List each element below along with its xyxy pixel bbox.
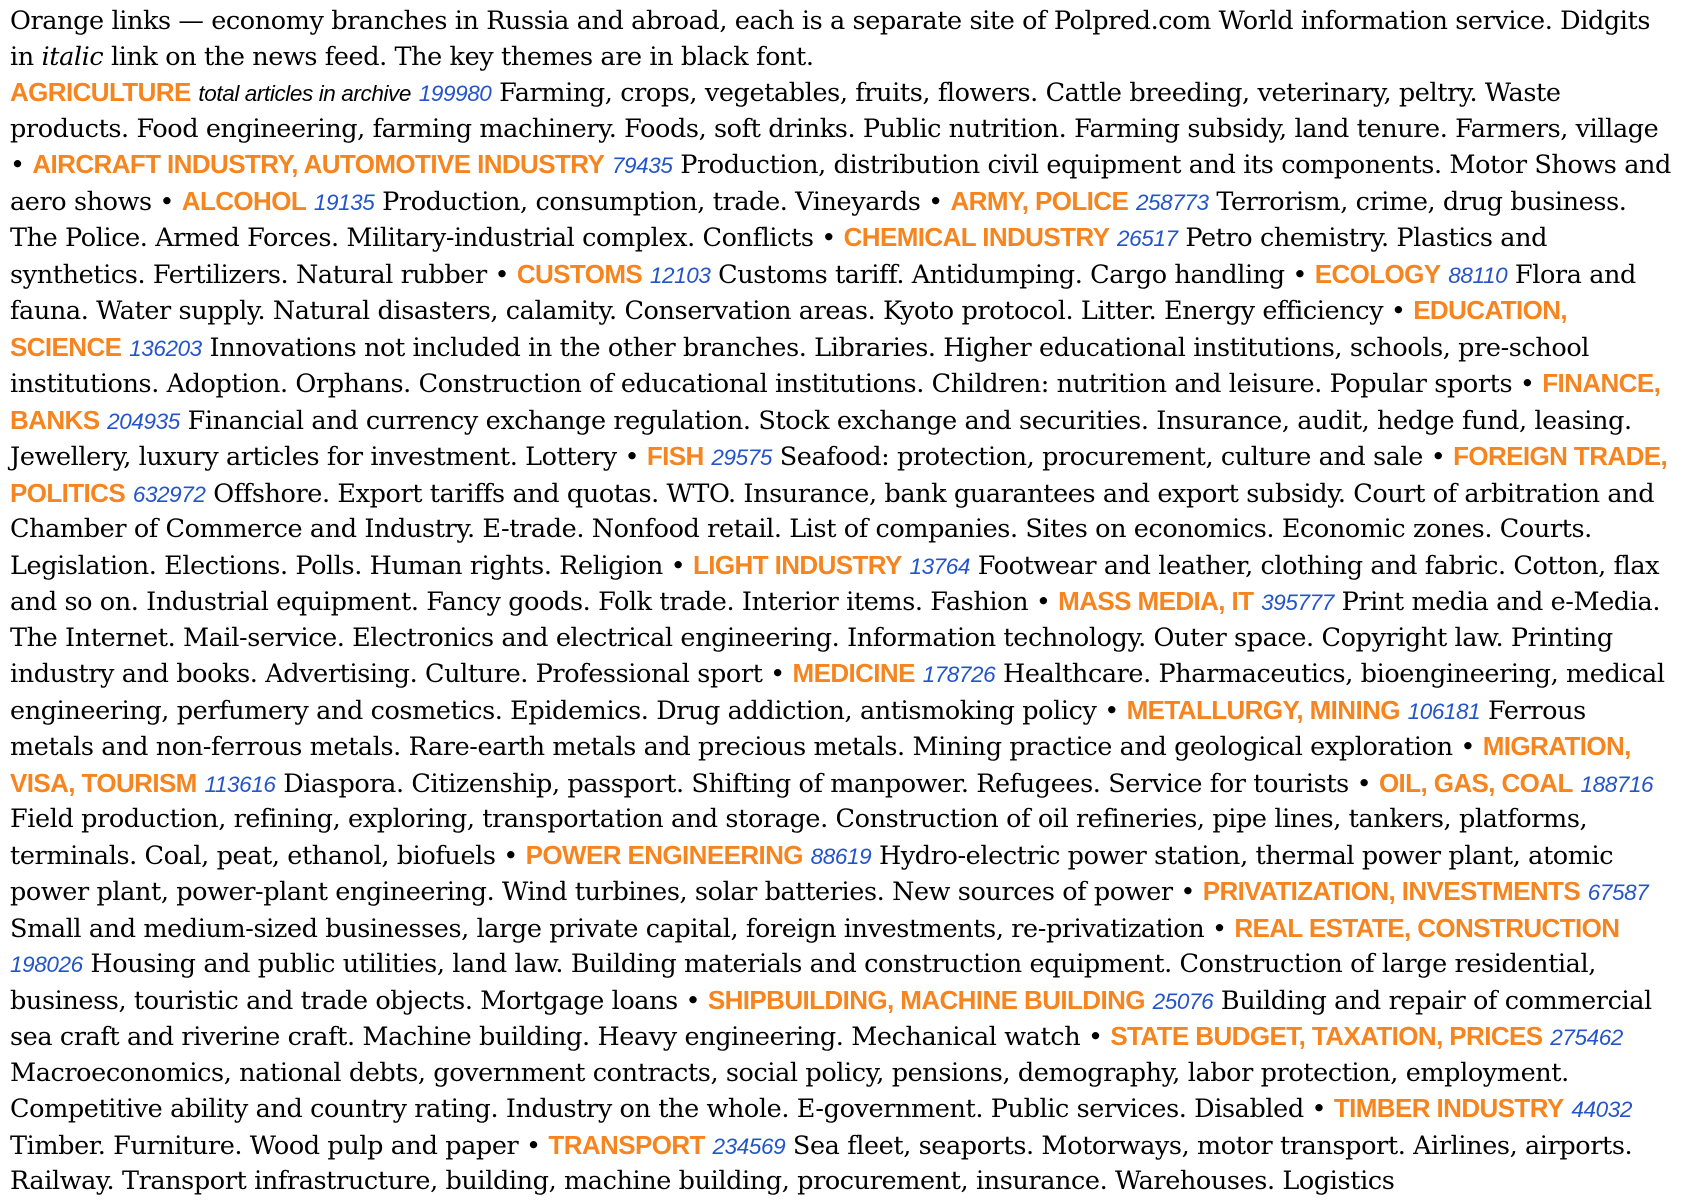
branch-description-fish: Seafood: protection, procurement, culture and sale — [779, 442, 1423, 472]
bullet-separator: • — [151, 186, 182, 217]
bullet-separator: • — [920, 186, 951, 217]
article-count-link-chemical-industry[interactable]: 26517 — [1117, 226, 1178, 251]
article-count-link-medicine[interactable]: 178726 — [922, 662, 996, 687]
article-count-link-real-estate-construction[interactable]: 198026 — [10, 952, 83, 977]
bullet-separator: • — [813, 223, 844, 253]
article-count-link-finance-banks[interactable]: 204935 — [107, 408, 180, 434]
intro-italic-word: italic — [41, 41, 104, 72]
branch-description-real-estate-construction: Housing and public utilities, land law. Building materials and construction equipment. Construction of large residential, business, touristic and trade objects. Mortgage loans — [10, 949, 1596, 1016]
branch-link-agriculture[interactable]: AGRICULTURE — [10, 77, 191, 107]
archive-total-label: total articles in archive — [198, 81, 412, 106]
branch-description-privatization-investments: Small and medium-sized businesses, large private capital, foreign investments, re-privatization — [10, 913, 1205, 944]
article-count-link-agriculture[interactable]: 199980 — [418, 81, 492, 106]
branch-description-chemical-industry: Petro chemistry. Plastics and synthetics. Fertilizers. Natural rubber — [10, 223, 1548, 290]
bullet-separator: • — [1172, 877, 1203, 907]
branch-link-real-estate-construction[interactable]: REAL ESTATE, CONSTRUCTION — [1234, 912, 1620, 943]
branch-description-agriculture: Farming, crops, vegetables, fruits, flowers. Cattle breeding, veterinary, peltry. Waste products. Food engineering, farming machinery. Foods, soft drinks. Public nutrition. Farming subsidy, land tenure. Farmers, village — [10, 78, 1659, 144]
branch-description-finance-banks: Financial and currency exchange regulation. Stock exchange and securities. Insurance, audit, hedge fund, leasing. Jewellery, luxury articles for investment. Lottery — [10, 405, 1632, 472]
branch-link-foreign-trade-politics[interactable]: FOREIGN TRADE, POLITICS — [10, 441, 1668, 508]
branch-description-metallurgy-mining: Ferrous metals and non-ferrous metals. Rare-earth metals and precious metals. Mining practice and geological exploration — [10, 695, 1586, 762]
article-count-link-metallurgy-mining[interactable]: 106181 — [1407, 698, 1481, 724]
bullet-separator: • — [1080, 1022, 1111, 1052]
branch-description-ecology: Flora and fauna. Water supply. Natural disasters, calamity. Conservation areas. Kyoto protocol. Litter. Energy efficiency — [10, 259, 1636, 326]
branch-description-aircraft-industry-automotive-industry: Production, distribution civil equipment and its components. Motor Shows and aero shows — [10, 150, 1671, 217]
branch-link-light-industry[interactable]: LIGHT INDUSTRY — [692, 549, 902, 580]
article-count-link-customs[interactable]: 12103 — [649, 262, 711, 288]
bullet-separator: • — [486, 259, 517, 290]
bullet-separator: • — [1096, 695, 1127, 726]
article-count-link-oil-gas-coal[interactable]: 188716 — [1580, 771, 1654, 797]
branch-link-transport[interactable]: TRANSPORT — [548, 1129, 705, 1160]
article-count-link-state-budget-taxation-prices[interactable]: 275462 — [1550, 1025, 1623, 1050]
bullet-separator: • — [10, 150, 33, 180]
branch-link-education-science[interactable]: EDUCATION, SCIENCE — [10, 295, 1568, 362]
branch-description-mass-media-it: Print media and e-Media. The Internet. Mail-service. Electronics and electrical engineering. Information technology. Outer space. Copyright law. Printing industry and books. Advertising. Culture. Professional sport — [10, 587, 1661, 689]
bullet-separator: • — [677, 985, 708, 1016]
branch-link-fish[interactable]: FISH — [646, 441, 704, 471]
bullet-separator: • — [518, 1130, 549, 1161]
bullet-separator: • — [1348, 768, 1379, 799]
branch-link-oil-gas-coal[interactable]: OIL, GAS, COAL — [1378, 767, 1573, 798]
bullet-separator: • — [1383, 296, 1414, 326]
bullet-separator: • — [1423, 442, 1454, 472]
branch-description-oil-gas-coal: Field production, refining, exploring, transportation and storage. Construction of oil refineries, pipe lines, tankers, platforms, terminals. Coal, peat, ethanol, biofuels — [10, 804, 1588, 871]
article-count-link-aircraft-industry-automotive-industry[interactable]: 79435 — [611, 153, 673, 178]
article-count-link-timber-industry[interactable]: 44032 — [1571, 1097, 1632, 1122]
branch-description-migration-visa-tourism: Diaspora. Citizenship, passport. Shifting of manpower. Refugees. Service for tourists — [283, 768, 1349, 799]
article-count-link-power-engineering[interactable]: 88619 — [810, 843, 872, 869]
branch-link-medicine[interactable]: MEDICINE — [792, 658, 915, 688]
branch-description-education-science: Innovations not included in the other branches. Libraries. Higher educational institutions, schools, pre-school institutions. Adoption. Orphans. Construction of educational institutions. Children: nutrition and leisure. Popular sports — [10, 332, 1590, 399]
bullet-separator: • — [1512, 369, 1543, 399]
branch-description-timber-industry: Timber. Furniture. Wood pulp and paper — [10, 1130, 519, 1161]
bullet-separator: • — [616, 442, 647, 472]
branch-link-alcohol[interactable]: ALCOHOL — [181, 185, 307, 216]
article-count-link-shipbuilding-machine-building[interactable]: 25076 — [1152, 988, 1214, 1014]
bullet-separator: • — [1028, 587, 1059, 617]
bullet-separator: • — [1452, 732, 1483, 762]
article-count-link-migration-visa-tourism[interactable]: 113616 — [204, 771, 276, 797]
article-count-link-foreign-trade-politics[interactable]: 632972 — [132, 481, 206, 507]
article-count-link-light-industry[interactable]: 13764 — [909, 553, 971, 579]
branch-link-timber-industry[interactable]: TIMBER INDUSTRY — [1333, 1093, 1564, 1123]
intro-text-part1: Orange links — economy branches in Russia and abroad, each is a separate site of Polpred.com World information service. Didgits in — [10, 6, 1651, 72]
branch-link-finance-banks[interactable]: FINANCE, BANKS — [10, 368, 1661, 435]
branch-description-power-engineering: Hydro-electric power station, thermal power plant, atomic power plant, power-plant engineering. Wind turbines, solar batteries. New sources of power — [10, 840, 1614, 907]
branch-link-customs[interactable]: CUSTOMS — [516, 258, 643, 289]
intro-paragraph — [10, 4, 1672, 75]
article-count-link-army-police[interactable]: 258773 — [1135, 189, 1209, 215]
branches-paragraph — [10, 75, 1672, 1200]
branch-link-privatization-investments[interactable]: PRIVATIZATION, INVESTMENTS — [1202, 876, 1581, 906]
article-count-link-fish[interactable]: 29575 — [711, 445, 772, 470]
article-count-link-mass-media-it[interactable]: 395777 — [1261, 590, 1334, 615]
bullet-separator: • — [762, 659, 793, 689]
branch-description-shipbuilding-machine-building: Building and repair of commercial sea craft and riverine craft. Machine building. Heavy engineering. Mechanical watch — [10, 985, 1652, 1052]
branch-description-foreign-trade-politics: Offshore. Export tariffs and quotas. WTO. Insurance, bank guarantees and export subsidy. Court of arbitration and Chamber of Commerce and Industry. E-trade. Nonfood retail. List of companies. Sites on economics. Economic zones. Courts. Legislation. Elections. Polls. Human rights. Religion — [10, 478, 1655, 581]
branch-link-aircraft-industry-automotive-industry[interactable]: AIRCRAFT INDUSTRY, AUTOMOTIVE INDUSTRY — [32, 149, 605, 179]
article-count-link-alcohol[interactable]: 19135 — [313, 189, 375, 215]
branch-description-customs: Customs tariff. Antidumping. Cargo handling — [718, 259, 1285, 290]
branch-link-power-engineering[interactable]: POWER ENGINEERING — [525, 839, 803, 870]
branch-description-medicine: Healthcare. Pharmaceutics, bioengineering, medical engineering, perfumery and cosmetics. Epidemics. Drug addiction, antismoking policy — [10, 659, 1665, 726]
bullet-separator: • — [1303, 1094, 1334, 1124]
bullet-separator: • — [1284, 259, 1315, 290]
bullet-separator: • — [662, 550, 693, 581]
bullet-separator: • — [1204, 913, 1235, 944]
article-count-link-education-science[interactable]: 136203 — [129, 335, 202, 361]
bullet-separator: • — [495, 840, 526, 871]
branch-description-alcohol: Production, consumption, trade. Vineyards — [382, 186, 921, 217]
branch-link-metallurgy-mining[interactable]: METALLURGY, MINING — [1126, 694, 1400, 725]
branch-link-ecology[interactable]: ECOLOGY — [1314, 258, 1441, 289]
branch-link-chemical-industry[interactable]: CHEMICAL INDUSTRY — [843, 222, 1110, 252]
article-count-link-privatization-investments[interactable]: 67587 — [1587, 880, 1649, 905]
intro-text-part2: link on the news feed. The key themes are in black font. — [103, 41, 814, 72]
branch-description-light-industry: Footwear and leather, clothing and fabric. Cotton, flax and so on. Industrial equipment. Fancy goods. Folk trade. Interior items. Fashion — [10, 550, 1660, 617]
branch-link-migration-visa-tourism[interactable]: MIGRATION, VISA, TOURISM — [10, 731, 1631, 798]
branch-link-army-police[interactable]: ARMY, POLICE — [950, 185, 1129, 216]
branch-link-shipbuilding-machine-building[interactable]: SHIPBUILDING, MACHINE BUILDING — [707, 984, 1145, 1015]
branch-description-transport: Sea fleet, seaports. Motorways, motor transport. Airlines, airports. Railway. Transport infrastructure, building, machine building, procurement, insurance. Warehouses. Logistics — [10, 1130, 1633, 1196]
article-count-link-transport[interactable]: 234569 — [712, 1133, 786, 1159]
article-count-link-ecology[interactable]: 88110 — [1448, 262, 1508, 288]
branch-description-army-police: Terrorism, crime, drug business. The Police. Armed Forces. Military-industrial complex. Conflicts — [10, 186, 1627, 253]
branch-description-state-budget-taxation-prices: Macroeconomics, national debts, government contracts, social policy, pensions, demography, labor protection, employment. Competitive ability and country rating. Industry on the whole. E-government. Public services. Disabled — [10, 1057, 1569, 1124]
branch-link-state-budget-taxation-prices[interactable]: STATE BUDGET, TAXATION, PRICES — [1110, 1021, 1543, 1051]
branch-link-mass-media-it[interactable]: MASS MEDIA, IT — [1058, 586, 1254, 616]
